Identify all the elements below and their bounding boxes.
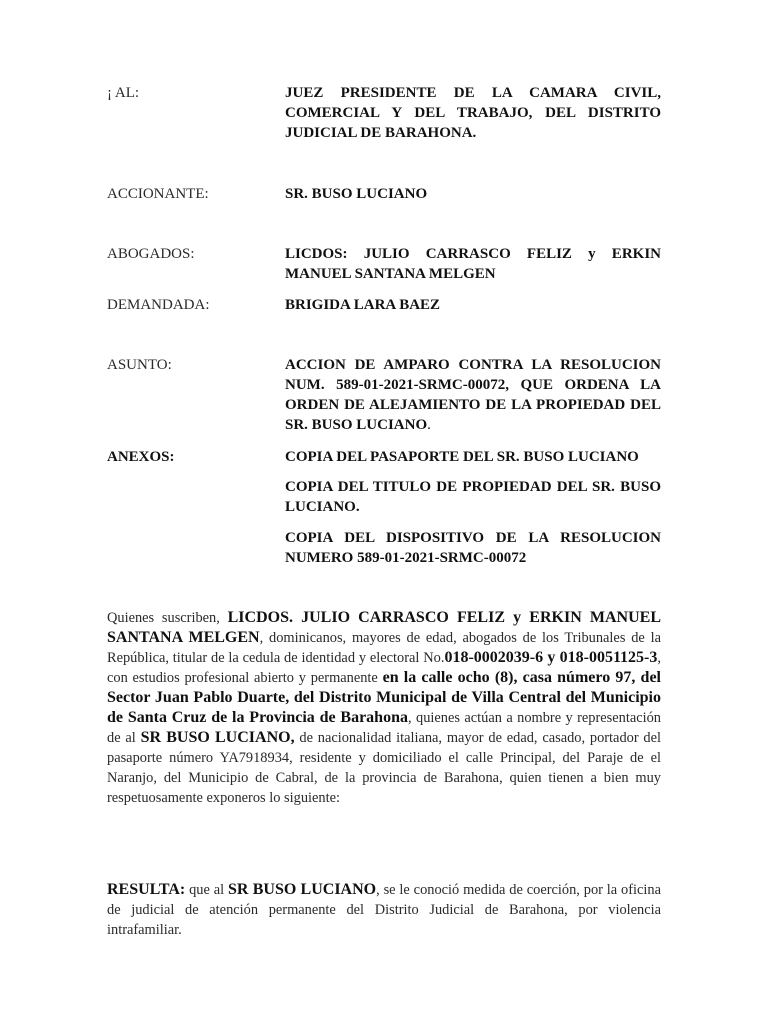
subject-text: ACCION DE AMPARO CONTRA LA RESOLUCION NUM. 589-01-2021-SRMC-00072, QUE ORDENA LA ORDEN DE ALEJAMIENTO DE LA PROPIEDAD DEL SR. BUSO LUCIANO <box>285 357 661 433</box>
client-name: SR BUSO LUCIANO <box>228 881 377 898</box>
plaintiff-value: SR. BUSO LUCIANO <box>285 186 428 202</box>
subject-label: ASUNTO: <box>107 357 172 373</box>
intro-text: , dominicanos, mayores de edad, abogados de los Tribunales de la República, titular de la cedula de identidad y electoral No. <box>107 630 662 666</box>
lawyers-names: LICDOS. JULIO CARRASCO FELIZ y ERKIN MANUEL SANTANA MELGEN <box>107 609 661 646</box>
result-heading: RESULTA: <box>107 881 186 898</box>
client-name: SR BUSO LUCIANO, <box>140 729 295 746</box>
subject-value <box>285 355 661 435</box>
result-text: que al <box>185 882 228 898</box>
addressee-label: ¡ AL: <box>107 85 140 101</box>
id-numbers: 018-0002039-6 y 018-0051125-3 <box>444 649 658 666</box>
annex-item: COPIA DEL DISPOSITIVO DE LA RESOLUCION NUMERO 589-01-2021-SRMC-00072 <box>285 530 661 566</box>
defendant-label: DEMANDADA: <box>107 297 210 313</box>
result-text: , se le conoció medida de coerción, por la oficina de judicial de atención permanente del Distrito Judicial de Barahona, por violencia intrafamiliar. <box>107 882 661 938</box>
lawyers-value: LICDOS: JULIO CARRASCO FELIZ y ERKIN MANUEL SANTANA MELGEN <box>285 246 661 282</box>
annex-item: COPIA DEL TITULO DE PROPIEDAD DEL SR. BUSO LUCIANO. <box>285 479 661 515</box>
addressee-value: JUEZ PRESIDENTE DE LA CAMARA CIVIL, COMERCIAL Y DEL TRABAJO, DEL DISTRITO JUDICIAL DE BARAHONA. <box>285 85 661 141</box>
intro-text: , quienes actúan a nombre y representación de al <box>107 710 661 746</box>
lawyers-label: ABOGADOS: <box>107 246 195 262</box>
intro-text: Quienes suscriben, <box>107 610 228 626</box>
intro-text: de nacionalidad italiana, mayor de edad, casado, portador del pasaporte número YA7918934, residente y domiciliado el calle Principal, del Paraje de el Naranjo, del Municipio de Cabral, de la provincia de Barahona, quien tienen a bien muy respetuosamente exponeros lo siguiente: <box>107 730 662 806</box>
plaintiff-label: ACCIONANTE: <box>107 186 209 202</box>
annexes-label: ANEXOS: <box>107 449 175 465</box>
intro-paragraph <box>107 608 661 808</box>
annex-item: COPIA DEL PASAPORTE DEL SR. BUSO LUCIANO <box>285 449 639 465</box>
defendant-value: BRIGIDA LARA BAEZ <box>285 297 441 313</box>
result-paragraph <box>107 880 661 940</box>
intro-text: , con estudios profesional abierto y permanente <box>107 650 661 686</box>
subject-period: . <box>427 417 431 433</box>
office-address: en la calle ocho (8), casa número 97, del Sector Juan Pablo Duarte, del Distrito Municipal de Villa Central del Municipio de Santa Cruz de la Provincia de Barahona <box>107 669 661 726</box>
